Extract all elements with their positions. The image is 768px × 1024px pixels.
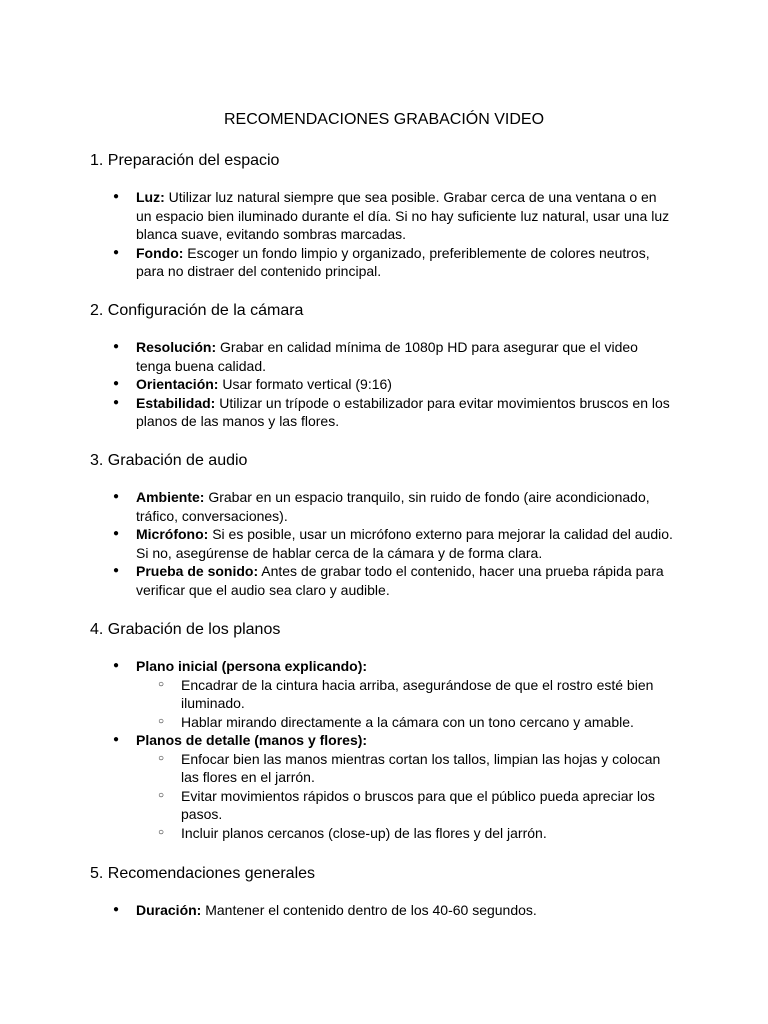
list-item (136, 338, 676, 375)
item-text: Grabar en calidad mínima de 1080p HD para asegurar que el video tenga buena calidad. (136, 339, 638, 374)
list-item (136, 188, 676, 244)
item-term: Luz: (136, 189, 165, 205)
sub-list-item: ○ Encadrar de la cintura hacia arriba, asegurándose de que el rostro esté bien iluminado. (181, 676, 676, 713)
list-item (136, 394, 676, 431)
list-item (136, 657, 676, 731)
list-item (136, 562, 676, 599)
sub-list-item: ○ Incluir planos cercanos (close-up) de las flores y del jarrón. (181, 824, 676, 843)
item-term: Micrófono: (136, 526, 209, 542)
bullet-list (136, 657, 676, 842)
sub-bullet-list (136, 676, 676, 732)
item-text: Grabar en un espacio tranquilo, sin ruido de fondo (aire acondicionado, tráfico, conversaciones). (136, 489, 650, 524)
sub-bullet-list (136, 750, 676, 843)
document-title: RECOMENDACIONES GRABACIÓN VIDEO (223, 111, 545, 128)
section-heading: 1. Preparación del espacio (90, 152, 280, 169)
bullet-list (136, 338, 676, 431)
section-heading: 2. Configuración de la cámara (90, 302, 304, 319)
item-term: Estabilidad: (136, 394, 216, 411)
item-term: Ambiente: (136, 489, 205, 505)
list-item (136, 901, 676, 920)
item-text: Utilizar un trípode o estabilizador para evitar movimientos bruscos en los planos de las manos y las flores. (136, 394, 670, 429)
sub-list-item: ○ Enfocar bien las manos mientras cortan los tallos, limpian las hojas y colocan las flores en el jarrón. (181, 750, 676, 787)
item-term: Plano inicial (persona explicando): (136, 658, 368, 674)
section-heading: 4. Grabación de los planos (90, 621, 281, 638)
sub-list-item: ○ Evitar movimientos rápidos o bruscos para que el público pueda apreciar los pasos. (181, 787, 676, 824)
list-item (136, 731, 676, 842)
item-term: Duración: (136, 902, 202, 918)
list-item (136, 244, 676, 281)
item-term: Planos de detalle (manos y flores): (136, 732, 368, 748)
bullet-list (136, 488, 676, 599)
item-term: Fondo: (136, 244, 184, 261)
section-heading: 3. Grabación de audio (90, 452, 248, 469)
list-item (136, 375, 676, 394)
sub-list-item: ○ Hablar mirando directamente a la cámara con un tono cercano y amable. (181, 713, 676, 732)
list-item (136, 488, 676, 525)
section-heading: 5. Recomendaciones generales (90, 865, 316, 882)
item-term: Prueba de sonido: (136, 563, 259, 579)
list-item (136, 525, 676, 562)
item-text: Utilizar luz natural siempre que sea posible. Grabar cerca de una ventana o en un espacio bien iluminado durante el día. Si no hay suficiente luz natural, usar una luz blanca suave, evitando sombras marcadas. (136, 189, 670, 242)
item-text: Mantener el contenido dentro de los 40-60 segundos. (201, 902, 537, 918)
item-text: Antes de grabar todo el contenido, hacer una prueba rápida para verificar que el audio sea claro y audible. (136, 563, 664, 598)
item-text: Si es posible, usar un micrófono externo para mejorar la calidad del audio. Si no, asegúrense de hablar cerca de la cámara y de forma clara. (136, 526, 673, 561)
bullet-list (136, 901, 676, 920)
item-term: Resolución: (136, 339, 217, 355)
item-term: Orientación: (136, 376, 219, 392)
bullet-list (136, 188, 676, 281)
item-text: Usar formato vertical (9:16) (218, 376, 392, 392)
item-text: Escoger un fondo limpio y organizado, preferiblemente de colores neutros, para no distraer del contenido principal. (136, 244, 650, 279)
